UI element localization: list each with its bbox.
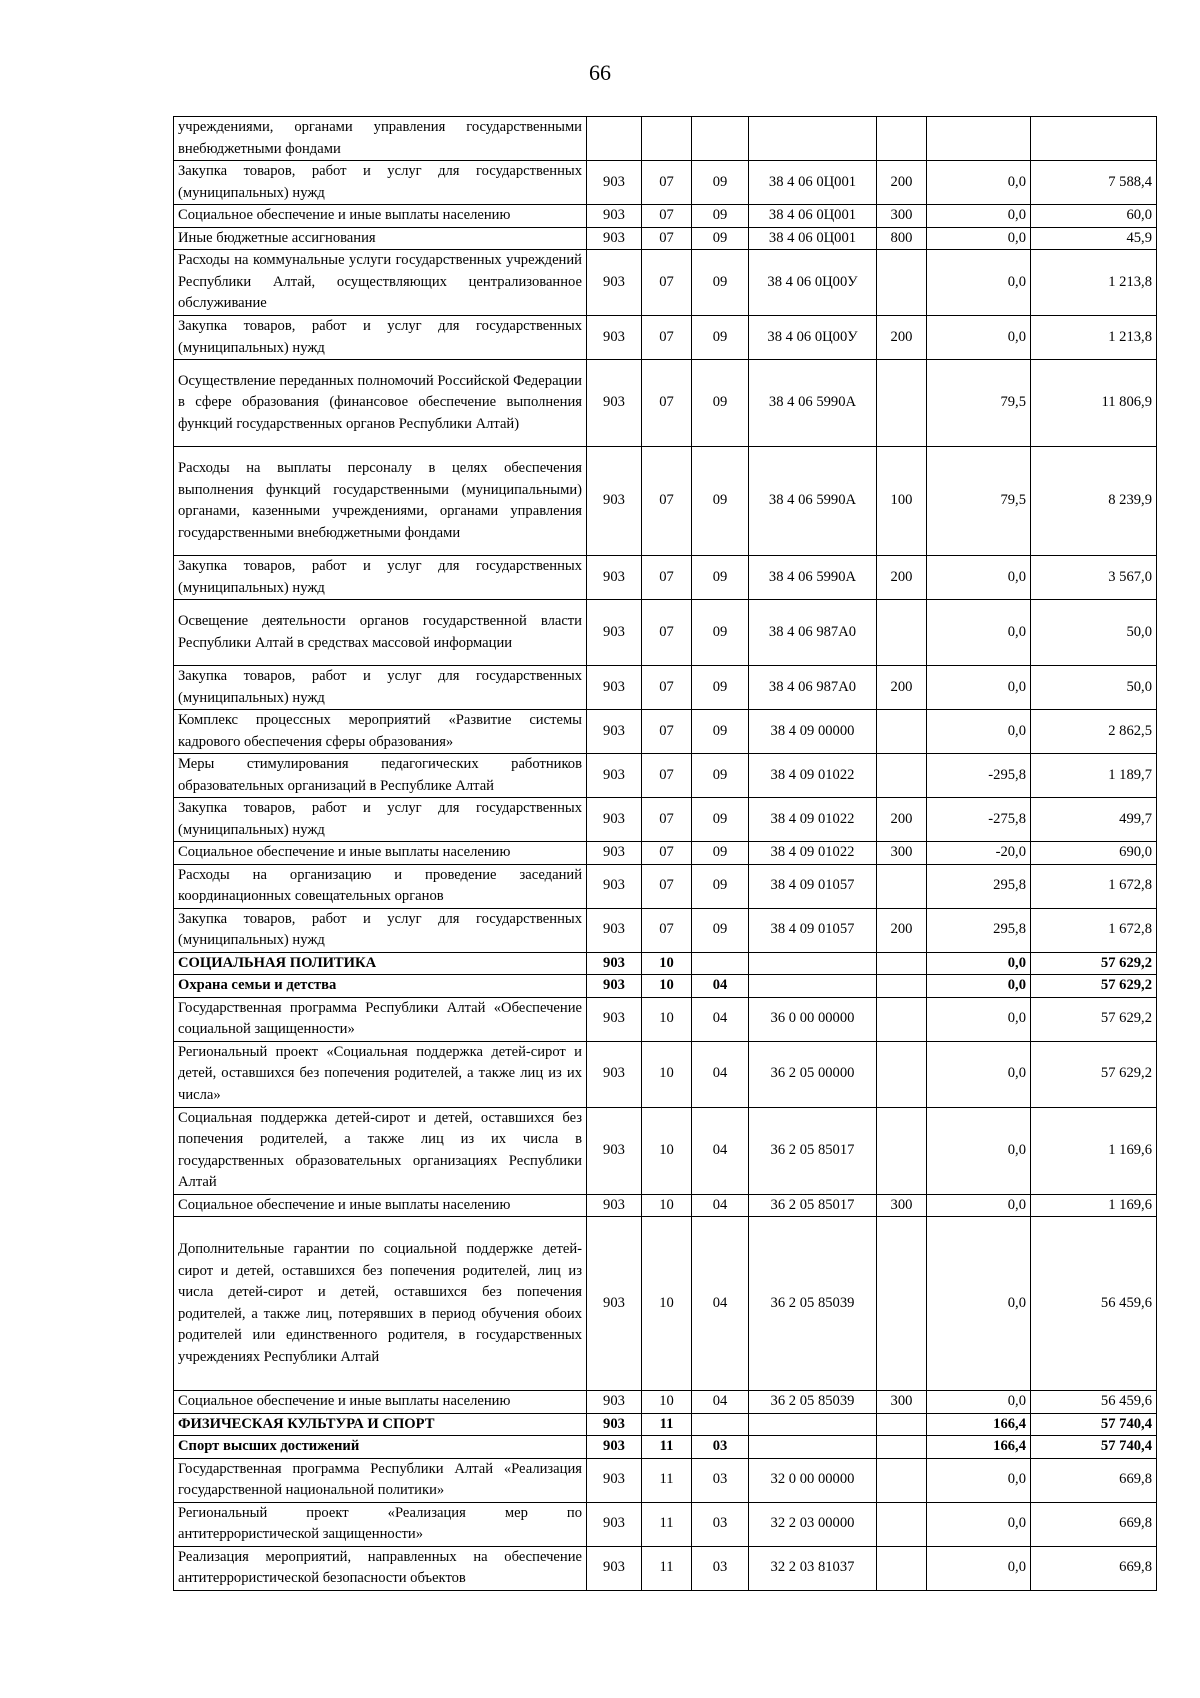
row-description: Социальное обеспечение и иные выплаты населению [174,205,587,228]
table-row [174,952,1157,975]
section-code: 10 [642,1391,692,1414]
expense-type-code: 200 [877,316,927,360]
amount-total: 57 629,2 [1031,975,1157,998]
expense-type-code [877,1413,927,1436]
amount-total: 690,0 [1031,842,1157,865]
amount-change: -295,8 [927,754,1031,798]
expense-type-code: 200 [877,798,927,842]
amount-total: 1 213,8 [1031,316,1157,360]
section-code: 07 [642,864,692,908]
amount-total: 1 189,7 [1031,754,1157,798]
target-article-code [749,975,877,998]
ministry-code: 903 [587,997,642,1041]
amount-total: 1 213,8 [1031,250,1157,316]
section-code: 10 [642,1107,692,1194]
target-article-code: 32 2 03 81037 [749,1546,877,1590]
subsection-code: 09 [692,754,749,798]
amount-change: 0,0 [927,1041,1031,1107]
amount-total: 1 672,8 [1031,908,1157,952]
amount-change: 295,8 [927,908,1031,952]
target-article-code: 36 2 05 00000 [749,1041,877,1107]
ministry-code: 903 [587,1041,642,1107]
amount-change: 0,0 [927,1107,1031,1194]
subsection-code [692,1413,749,1436]
expense-type-code [877,1546,927,1590]
target-article-code: 36 2 05 85017 [749,1194,877,1217]
amount-total: 57 629,2 [1031,997,1157,1041]
section-code: 10 [642,1041,692,1107]
subsection-code: 04 [692,1391,749,1414]
expense-type-code [877,360,927,447]
expense-type-code: 300 [877,205,927,228]
amount-change: 0,0 [927,227,1031,250]
ministry-code: 903 [587,1502,642,1546]
row-description: Иные бюджетные ассигнования [174,227,587,250]
section-code: 07 [642,227,692,250]
expense-type-code: 200 [877,556,927,600]
ministry-code: 903 [587,250,642,316]
row-description: Социальное обеспечение и иные выплаты населению [174,1391,587,1414]
subsection-code: 04 [692,975,749,998]
target-article-code: 38 4 09 01057 [749,864,877,908]
row-description: Комплекс процессных мероприятий «Развитие системы кадрового обеспечения сферы образования» [174,710,587,754]
section-code: 07 [642,161,692,205]
table-row [174,1436,1157,1459]
ministry-code: 903 [587,1217,642,1391]
ministry-code: 903 [587,360,642,447]
ministry-code: 903 [587,1458,642,1502]
section-code: 10 [642,1194,692,1217]
row-description: СОЦИАЛЬНАЯ ПОЛИТИКА [174,952,587,975]
expense-type-code: 800 [877,227,927,250]
amount-total: 7 588,4 [1031,161,1157,205]
section-code: 10 [642,997,692,1041]
section-code: 11 [642,1546,692,1590]
amount-total: 45,9 [1031,227,1157,250]
section-code: 07 [642,447,692,556]
ministry-code: 903 [587,1194,642,1217]
target-article-code: 38 4 06 0Ц00У [749,250,877,316]
target-article-code: 38 4 09 01022 [749,798,877,842]
amount-total: 57 740,4 [1031,1413,1157,1436]
amount-total: 56 459,6 [1031,1391,1157,1414]
ministry-code: 903 [587,1436,642,1459]
amount-total: 8 239,9 [1031,447,1157,556]
subsection-code: 09 [692,316,749,360]
table-row [174,117,1157,161]
budget-table [173,116,1157,1591]
subsection-code: 09 [692,710,749,754]
table-row [174,1391,1157,1414]
section-code: 07 [642,600,692,666]
subsection-code: 03 [692,1436,749,1459]
subsection-code: 09 [692,447,749,556]
target-article-code: 38 4 06 0Ц001 [749,205,877,228]
target-article-code [749,117,877,161]
ministry-code: 903 [587,1107,642,1194]
table-row [174,666,1157,710]
target-article-code: 32 0 00 00000 [749,1458,877,1502]
target-article-code: 38 4 09 00000 [749,710,877,754]
target-article-code: 38 4 06 0Ц00У [749,316,877,360]
amount-change: 166,4 [927,1436,1031,1459]
expense-type-code [877,600,927,666]
row-description: Спорт высших достижений [174,1436,587,1459]
section-code: 10 [642,952,692,975]
subsection-code: 09 [692,600,749,666]
amount-total: 1 169,6 [1031,1107,1157,1194]
amount-change: 79,5 [927,447,1031,556]
amount-total: 1 169,6 [1031,1194,1157,1217]
section-code: 07 [642,360,692,447]
expense-type-code [877,1502,927,1546]
target-article-code: 38 4 06 987А0 [749,666,877,710]
amount-change: 0,0 [927,975,1031,998]
section-code: 11 [642,1458,692,1502]
row-description: Государственная программа Республики Алтай «Обеспечение социальной защищенности» [174,997,587,1041]
row-description: ФИЗИЧЕСКАЯ КУЛЬТУРА И СПОРТ [174,1413,587,1436]
target-article-code: 38 4 09 01022 [749,842,877,865]
expense-type-code: 200 [877,666,927,710]
row-description: Осуществление переданных полномочий Российской Федерации в сфере образования (финансовое обеспечение выполнения функций государственных органов Республики Алтай) [174,360,587,447]
section-code: 11 [642,1413,692,1436]
expense-type-code: 200 [877,161,927,205]
table-row [174,997,1157,1041]
table-row [174,600,1157,666]
table-row [174,1546,1157,1590]
ministry-code: 903 [587,798,642,842]
subsection-code: 04 [692,1194,749,1217]
ministry-code: 903 [587,864,642,908]
row-description: Закупка товаров, работ и услуг для государственных (муниципальных) нужд [174,316,587,360]
amount-change: 0,0 [927,161,1031,205]
expense-type-code [877,250,927,316]
expense-type-code [877,754,927,798]
table-row [174,754,1157,798]
amount-change: 0,0 [927,666,1031,710]
table-row [174,1217,1157,1391]
target-article-code: 38 4 06 5990А [749,360,877,447]
expense-type-code [877,117,927,161]
table-row [174,1458,1157,1502]
target-article-code [749,1413,877,1436]
table-row [174,908,1157,952]
amount-change: -275,8 [927,798,1031,842]
amount-change: -20,0 [927,842,1031,865]
row-description: Реализация мероприятий, направленных на обеспечение антитеррористической безопасности объектов [174,1546,587,1590]
ministry-code: 903 [587,952,642,975]
row-description: Социальная поддержка детей-сирот и детей, оставшихся без попечения родителей, а также лиц из их числа в государственных образовательных организациях Республики Алтай [174,1107,587,1194]
section-code: 11 [642,1502,692,1546]
section-code: 10 [642,975,692,998]
subsection-code: 09 [692,227,749,250]
subsection-code: 09 [692,864,749,908]
amount-total: 57 629,2 [1031,1041,1157,1107]
amount-change: 0,0 [927,997,1031,1041]
amount-change: 0,0 [927,600,1031,666]
amount-change: 0,0 [927,1194,1031,1217]
target-article-code: 38 4 06 5990А [749,556,877,600]
row-description: Дополнительные гарантии по социальной поддержке детей-сирот и детей, оставшихся без попечения родителей, лиц из числа детей-сирот и детей, оставшихся без попечения родителей, а также лиц, потерявших в период обучения обоих родителей или единственного родителя, в государственных учреждениях Республики Алтай [174,1217,587,1391]
table-row [174,798,1157,842]
subsection-code: 09 [692,908,749,952]
amount-change: 79,5 [927,360,1031,447]
amount-change: 0,0 [927,250,1031,316]
ministry-code: 903 [587,908,642,952]
expense-type-code: 100 [877,447,927,556]
ministry-code [587,117,642,161]
amount-total: 60,0 [1031,205,1157,228]
amount-total: 50,0 [1031,666,1157,710]
ministry-code: 903 [587,161,642,205]
table-row [174,447,1157,556]
amount-total: 57 740,4 [1031,1436,1157,1459]
amount-change: 0,0 [927,1217,1031,1391]
ministry-code: 903 [587,600,642,666]
expense-type-code: 200 [877,908,927,952]
target-article-code: 38 4 06 0Ц001 [749,227,877,250]
ministry-code: 903 [587,556,642,600]
section-code: 07 [642,908,692,952]
target-article-code: 38 4 06 5990А [749,447,877,556]
expense-type-code [877,864,927,908]
expense-type-code [877,1436,927,1459]
target-article-code: 36 0 00 00000 [749,997,877,1041]
amount-change: 0,0 [927,1546,1031,1590]
target-article-code: 38 4 06 0Ц001 [749,161,877,205]
amount-change: 0,0 [927,205,1031,228]
amount-total: 50,0 [1031,600,1157,666]
ministry-code: 903 [587,710,642,754]
subsection-code: 09 [692,842,749,865]
row-description: Расходы на коммунальные услуги государственных учреждений Республики Алтай, осуществляющих централизованное обслуживание [174,250,587,316]
subsection-code: 09 [692,205,749,228]
table-row [174,864,1157,908]
amount-change: 0,0 [927,710,1031,754]
table-row [174,250,1157,316]
expense-type-code [877,710,927,754]
ministry-code: 903 [587,447,642,556]
subsection-code: 09 [692,798,749,842]
amount-change: 0,0 [927,316,1031,360]
table-body [174,117,1157,1591]
row-description: Закупка товаров, работ и услуг для государственных (муниципальных) нужд [174,161,587,205]
expense-type-code [877,1107,927,1194]
section-code: 07 [642,250,692,316]
row-description: Расходы на организацию и проведение заседаний координационных совещательных органов [174,864,587,908]
expense-type-code: 300 [877,1391,927,1414]
row-description: Социальное обеспечение и иные выплаты населению [174,1194,587,1217]
section-code: 07 [642,710,692,754]
table-row [174,1413,1157,1436]
page-number: 66 [589,60,611,85]
table-row [174,975,1157,998]
row-description: Государственная программа Республики Алтай «Реализация государственной национальной политики» [174,1458,587,1502]
ministry-code: 903 [587,666,642,710]
amount-change: 295,8 [927,864,1031,908]
table-row [174,842,1157,865]
row-description: Региональный проект «Социальная поддержка детей-сирот и детей, оставшихся без попечения родителей, а также лиц из их числа» [174,1041,587,1107]
expense-type-code [877,997,927,1041]
amount-total: 669,8 [1031,1546,1157,1590]
target-article-code: 32 2 03 00000 [749,1502,877,1546]
subsection-code: 09 [692,360,749,447]
amount-total: 499,7 [1031,798,1157,842]
section-code: 07 [642,205,692,228]
table-row [174,161,1157,205]
target-article-code: 38 4 06 987А0 [749,600,877,666]
ministry-code: 903 [587,1391,642,1414]
amount-change: 0,0 [927,1502,1031,1546]
row-description: учреждениями, органами управления государственными внебюджетными фондами [174,117,587,161]
target-article-code: 36 2 05 85039 [749,1217,877,1391]
expense-type-code [877,1458,927,1502]
target-article-code: 38 4 09 01022 [749,754,877,798]
amount-change: 0,0 [927,556,1031,600]
target-article-code: 38 4 09 01057 [749,908,877,952]
ministry-code: 903 [587,1413,642,1436]
row-description: Закупка товаров, работ и услуг для государственных (муниципальных) нужд [174,666,587,710]
section-code [642,117,692,161]
row-description: Меры стимулирования педагогических работников образовательных организаций в Республике Алтай [174,754,587,798]
amount-change: 166,4 [927,1413,1031,1436]
expense-type-code [877,975,927,998]
subsection-code: 09 [692,250,749,316]
row-description: Освещение деятельности органов государственной власти Республики Алтай в средствах массовой информации [174,600,587,666]
subsection-code: 03 [692,1502,749,1546]
row-description: Социальное обеспечение и иные выплаты населению [174,842,587,865]
amount-total: 56 459,6 [1031,1217,1157,1391]
subsection-code: 04 [692,1107,749,1194]
amount-change: 0,0 [927,1458,1031,1502]
subsection-code: 09 [692,556,749,600]
target-article-code [749,952,877,975]
row-description: Охрана семьи и детства [174,975,587,998]
section-code: 11 [642,1436,692,1459]
subsection-code: 03 [692,1546,749,1590]
ministry-code: 903 [587,316,642,360]
expense-type-code: 300 [877,842,927,865]
subsection-code: 04 [692,1041,749,1107]
table-row [174,710,1157,754]
expense-type-code: 300 [877,1194,927,1217]
table-row [174,316,1157,360]
section-code: 07 [642,316,692,360]
subsection-code: 04 [692,997,749,1041]
amount-total: 3 567,0 [1031,556,1157,600]
target-article-code: 36 2 05 85017 [749,1107,877,1194]
section-code: 07 [642,556,692,600]
amount-change: 0,0 [927,1391,1031,1414]
ministry-code: 903 [587,1546,642,1590]
amount-total: 2 862,5 [1031,710,1157,754]
ministry-code: 903 [587,227,642,250]
subsection-code [692,117,749,161]
amount-total [1031,117,1157,161]
section-code: 07 [642,798,692,842]
target-article-code [749,1436,877,1459]
amount-change: 0,0 [927,952,1031,975]
expense-type-code [877,1217,927,1391]
amount-change [927,117,1031,161]
table-row [174,205,1157,228]
table-row [174,1502,1157,1546]
subsection-code: 04 [692,1217,749,1391]
row-description: Региональный проект «Реализация мер по антитеррористической защищенности» [174,1502,587,1546]
table-row [174,556,1157,600]
table-row [174,1107,1157,1194]
section-code: 10 [642,1217,692,1391]
amount-total: 11 806,9 [1031,360,1157,447]
subsection-code: 09 [692,161,749,205]
ministry-code: 903 [587,842,642,865]
section-code: 07 [642,666,692,710]
row-description: Закупка товаров, работ и услуг для государственных (муниципальных) нужд [174,908,587,952]
row-description: Расходы на выплаты персоналу в целях обеспечения выполнения функций государственными (муниципальными) органами, казенными учреждениями, органами управления государственными внебюджетными фондами [174,447,587,556]
subsection-code: 09 [692,666,749,710]
expense-type-code [877,952,927,975]
amount-total: 669,8 [1031,1502,1157,1546]
table-row [174,1194,1157,1217]
table-row [174,360,1157,447]
section-code: 07 [642,842,692,865]
row-description: Закупка товаров, работ и услуг для государственных (муниципальных) нужд [174,556,587,600]
subsection-code: 03 [692,1458,749,1502]
ministry-code: 903 [587,205,642,228]
ministry-code: 903 [587,975,642,998]
ministry-code: 903 [587,754,642,798]
subsection-code [692,952,749,975]
table-row [174,227,1157,250]
target-article-code: 36 2 05 85039 [749,1391,877,1414]
section-code: 07 [642,754,692,798]
amount-total: 57 629,2 [1031,952,1157,975]
row-description: Закупка товаров, работ и услуг для государственных (муниципальных) нужд [174,798,587,842]
amount-total: 669,8 [1031,1458,1157,1502]
amount-total: 1 672,8 [1031,864,1157,908]
table-row [174,1041,1157,1107]
expense-type-code [877,1041,927,1107]
